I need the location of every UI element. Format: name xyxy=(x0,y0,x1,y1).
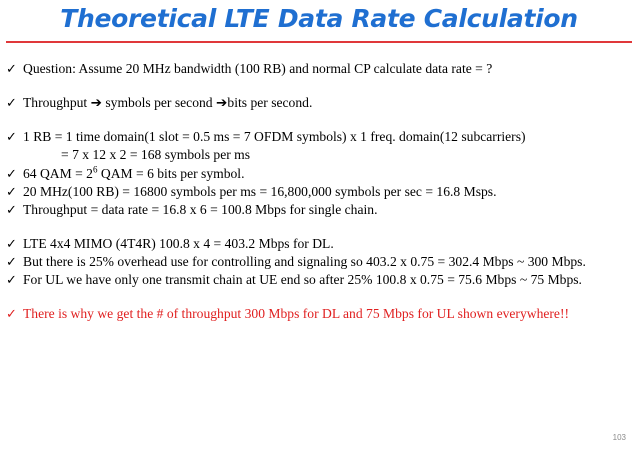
slide-title: Theoretical LTE Data Rate Calculation xyxy=(60,4,578,33)
bullet-mimo xyxy=(6,236,636,253)
arrow-right-icon: ➔ xyxy=(90,95,102,110)
bullet-text: Question: Assume 20 MHz bandwidth (100 RB) and normal CP calculate data rate = ? xyxy=(23,61,493,76)
bullet-rb-definition xyxy=(6,129,636,146)
bullet-text: = 7 x 12 x 2 = 168 symbols per ms xyxy=(61,147,251,162)
exponent: 6 xyxy=(92,164,98,175)
bullet-uplink xyxy=(6,272,636,289)
bullet-text: 1 RB = 1 time domain(1 slot = 0.5 ms = 7 OFDM symbols) x 1 freq. domain(12 subcarriers) xyxy=(23,129,526,144)
bullet-conclusion xyxy=(6,306,636,323)
bullet-overhead xyxy=(6,254,636,271)
bullet-data-rate xyxy=(6,202,636,219)
checkmark-icon: ✓ xyxy=(6,237,17,252)
bullet-text: There is why we get the # of throughput 300 Mbps for DL and 75 Mbps for UL shown everywhere!! xyxy=(23,306,570,321)
bullet-text: symbols per second xyxy=(101,95,217,110)
bullet-text: For UL we have only one transmit chain at UE end so after 25% 100.8 x 0.75 = 75.6 Mbps ~ 75 Mbps. xyxy=(23,272,582,287)
checkmark-icon: ✓ xyxy=(6,307,17,322)
bullet-symbol-rate xyxy=(6,184,636,201)
checkmark-icon: ✓ xyxy=(6,203,17,218)
bullet-text: 64 QAM = 2 xyxy=(23,166,93,181)
checkmark-icon: ✓ xyxy=(6,167,17,182)
bullet-text: 20 MHz(100 RB) = 16800 symbols per ms = 16,800,000 symbols per sec = 16.8 Msps. xyxy=(23,184,497,199)
checkmark-icon: ✓ xyxy=(6,96,17,111)
bullet-throughput xyxy=(6,95,636,112)
checkmark-icon: ✓ xyxy=(6,273,17,288)
bullet-rb-calculation xyxy=(6,147,638,163)
bullet-text: bits per second. xyxy=(227,95,313,110)
arrow-right-icon: ➔ xyxy=(216,95,228,110)
title-divider xyxy=(6,41,632,43)
bullet-text: Throughput = data rate = 16.8 x 6 = 100.8 Mbps for single chain. xyxy=(23,202,378,217)
bullet-qam xyxy=(6,166,636,183)
bullet-text: LTE 4x4 MIMO (4T4R) 100.8 x 4 = 403.2 Mbps for DL. xyxy=(23,236,334,251)
bullet-question xyxy=(6,61,636,78)
checkmark-icon: ✓ xyxy=(6,130,17,145)
page-number: 103 xyxy=(612,433,626,442)
checkmark-icon: ✓ xyxy=(6,62,17,77)
bullet-text: QAM = 6 bits per symbol. xyxy=(97,166,245,181)
checkmark-icon: ✓ xyxy=(6,255,17,270)
checkmark-icon: ✓ xyxy=(6,185,17,200)
bullet-text: But there is 25% overhead use for controlling and signaling so 403.2 x 0.75 = 302.4 Mbps ~ 300 Mbps. xyxy=(23,254,586,269)
bullet-text: Throughput xyxy=(23,95,91,110)
